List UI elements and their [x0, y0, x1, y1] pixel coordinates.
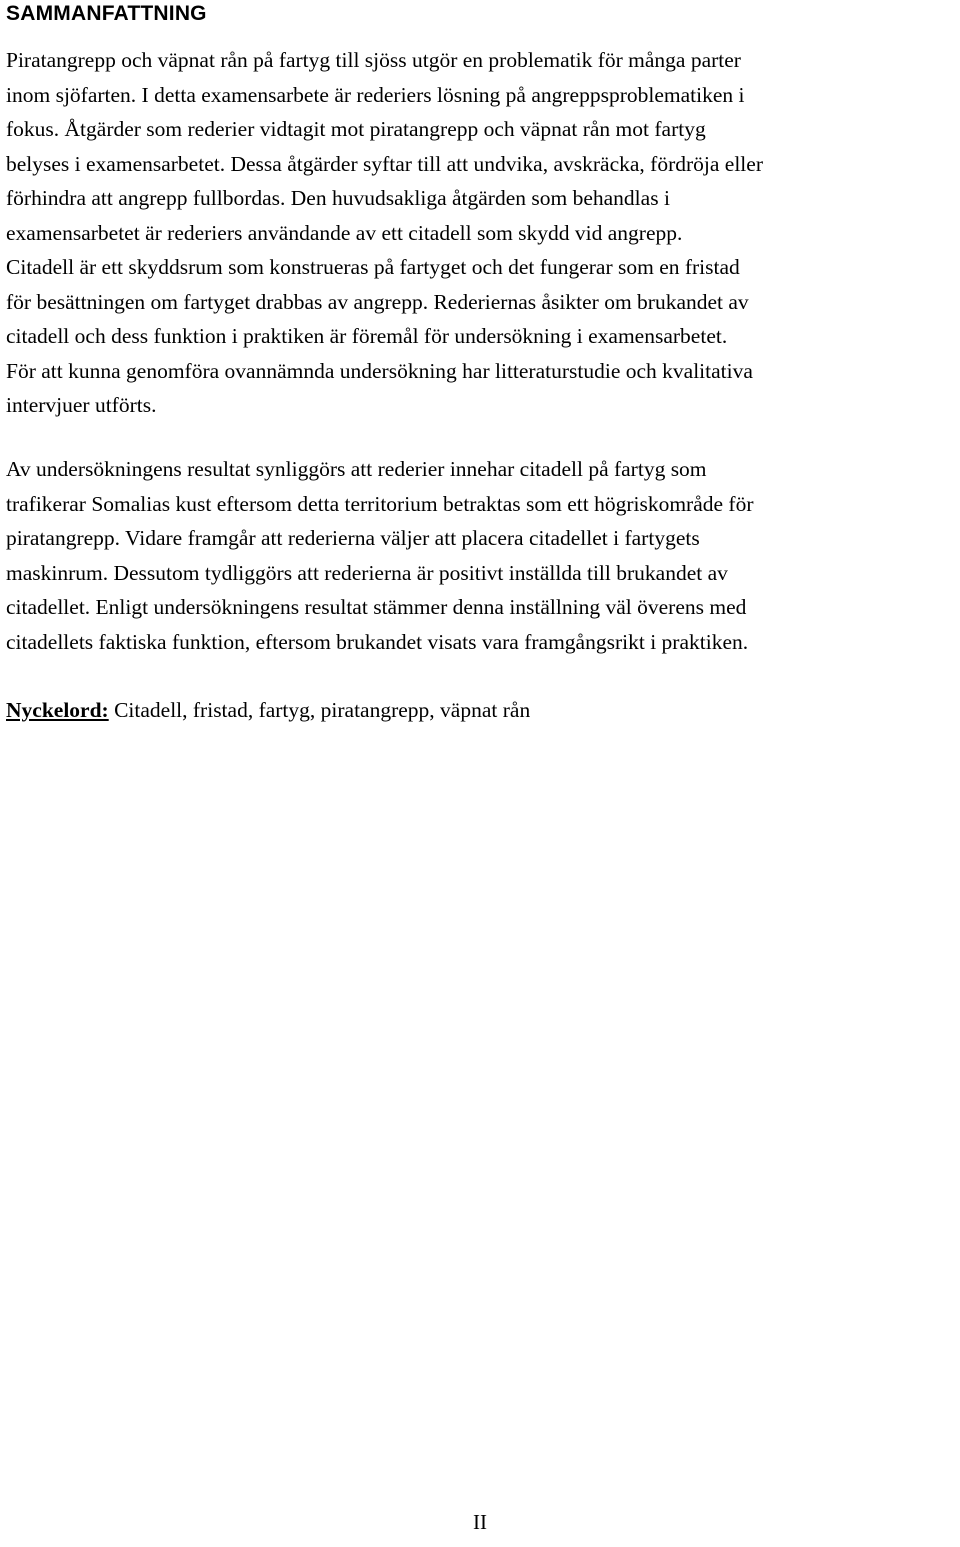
- paragraph-line: Citadell är ett skyddsrum som konstrueras på fartyget och det fungerar som en fristad: [6, 255, 740, 279]
- paragraph-line: citadellets faktiska funktion, eftersom brukandet visats vara framgångsrikt i praktiken.: [6, 629, 749, 654]
- paragraph-line: Piratangrepp och väpnat rån på fartyg till sjöss utgör en problematik för många parter: [6, 48, 741, 72]
- paragraph-line: maskinrum. Dessutom tydliggörs att rederierna är positivt inställda till brukandet av: [6, 560, 728, 585]
- keywords-row: [6, 693, 956, 728]
- paragraph-line: trafikerar Somalias kust eftersom detta territorium betraktas som ett högriskområde för: [6, 491, 754, 516]
- summary-paragraph-1: [6, 43, 956, 423]
- keywords-value: Citadell, fristad, fartyg, piratangrepp, väpnat rån: [108, 698, 531, 722]
- paragraph-line: piratangrepp. Vidare framgår att rederierna väljer att placera citadellet i fartygets: [6, 526, 700, 550]
- summary-paragraph-2: [6, 452, 956, 659]
- page-number: II: [473, 1510, 487, 1534]
- paragraph-line: Av undersökningens resultat synliggörs att rederier innehar citadell på fartyg som: [6, 457, 707, 481]
- section-heading: SAMMANFATTNING: [6, 2, 207, 25]
- paragraph-line: citadellet. Enligt undersökningens resultat stämmer denna inställning väl överens med: [6, 595, 747, 619]
- paragraph-line: förhindra att angrepp fullbordas. Den huvudsakliga åtgärden som behandlas i: [6, 186, 670, 210]
- paragraph-line: För att kunna genomföra ovannämnda undersökning har litteraturstudie och kvalitativa: [6, 358, 753, 383]
- paragraph-line: fokus. Åtgärder som rederier vidtagit mot piratangrepp och väpnat rån mot fartyg: [6, 117, 706, 141]
- paragraph-line: för besättningen om fartyget drabbas av angrepp. Rederiernas åsikter om brukandet av: [6, 289, 749, 314]
- paragraph-line: intervjuer utförts.: [6, 393, 157, 417]
- paragraph-line: examensarbetet är rederiers användande av ett citadell som skydd vid angrepp.: [6, 220, 683, 245]
- paragraph-line: citadell och dess funktion i praktiken är föremål för undersökning i examensarbetet.: [6, 324, 728, 348]
- paragraph-line: inom sjöfarten. I detta examensarbete är rederiers lösning på angreppsproblematiken i: [6, 82, 745, 107]
- paragraph-line: belyses i examensarbetet. Dessa åtgärder syftar till att undvika, avskräcka, fördröja eller: [6, 151, 763, 176]
- keywords-line: [6, 693, 956, 728]
- keywords-label: Nyckelord:: [6, 698, 109, 722]
